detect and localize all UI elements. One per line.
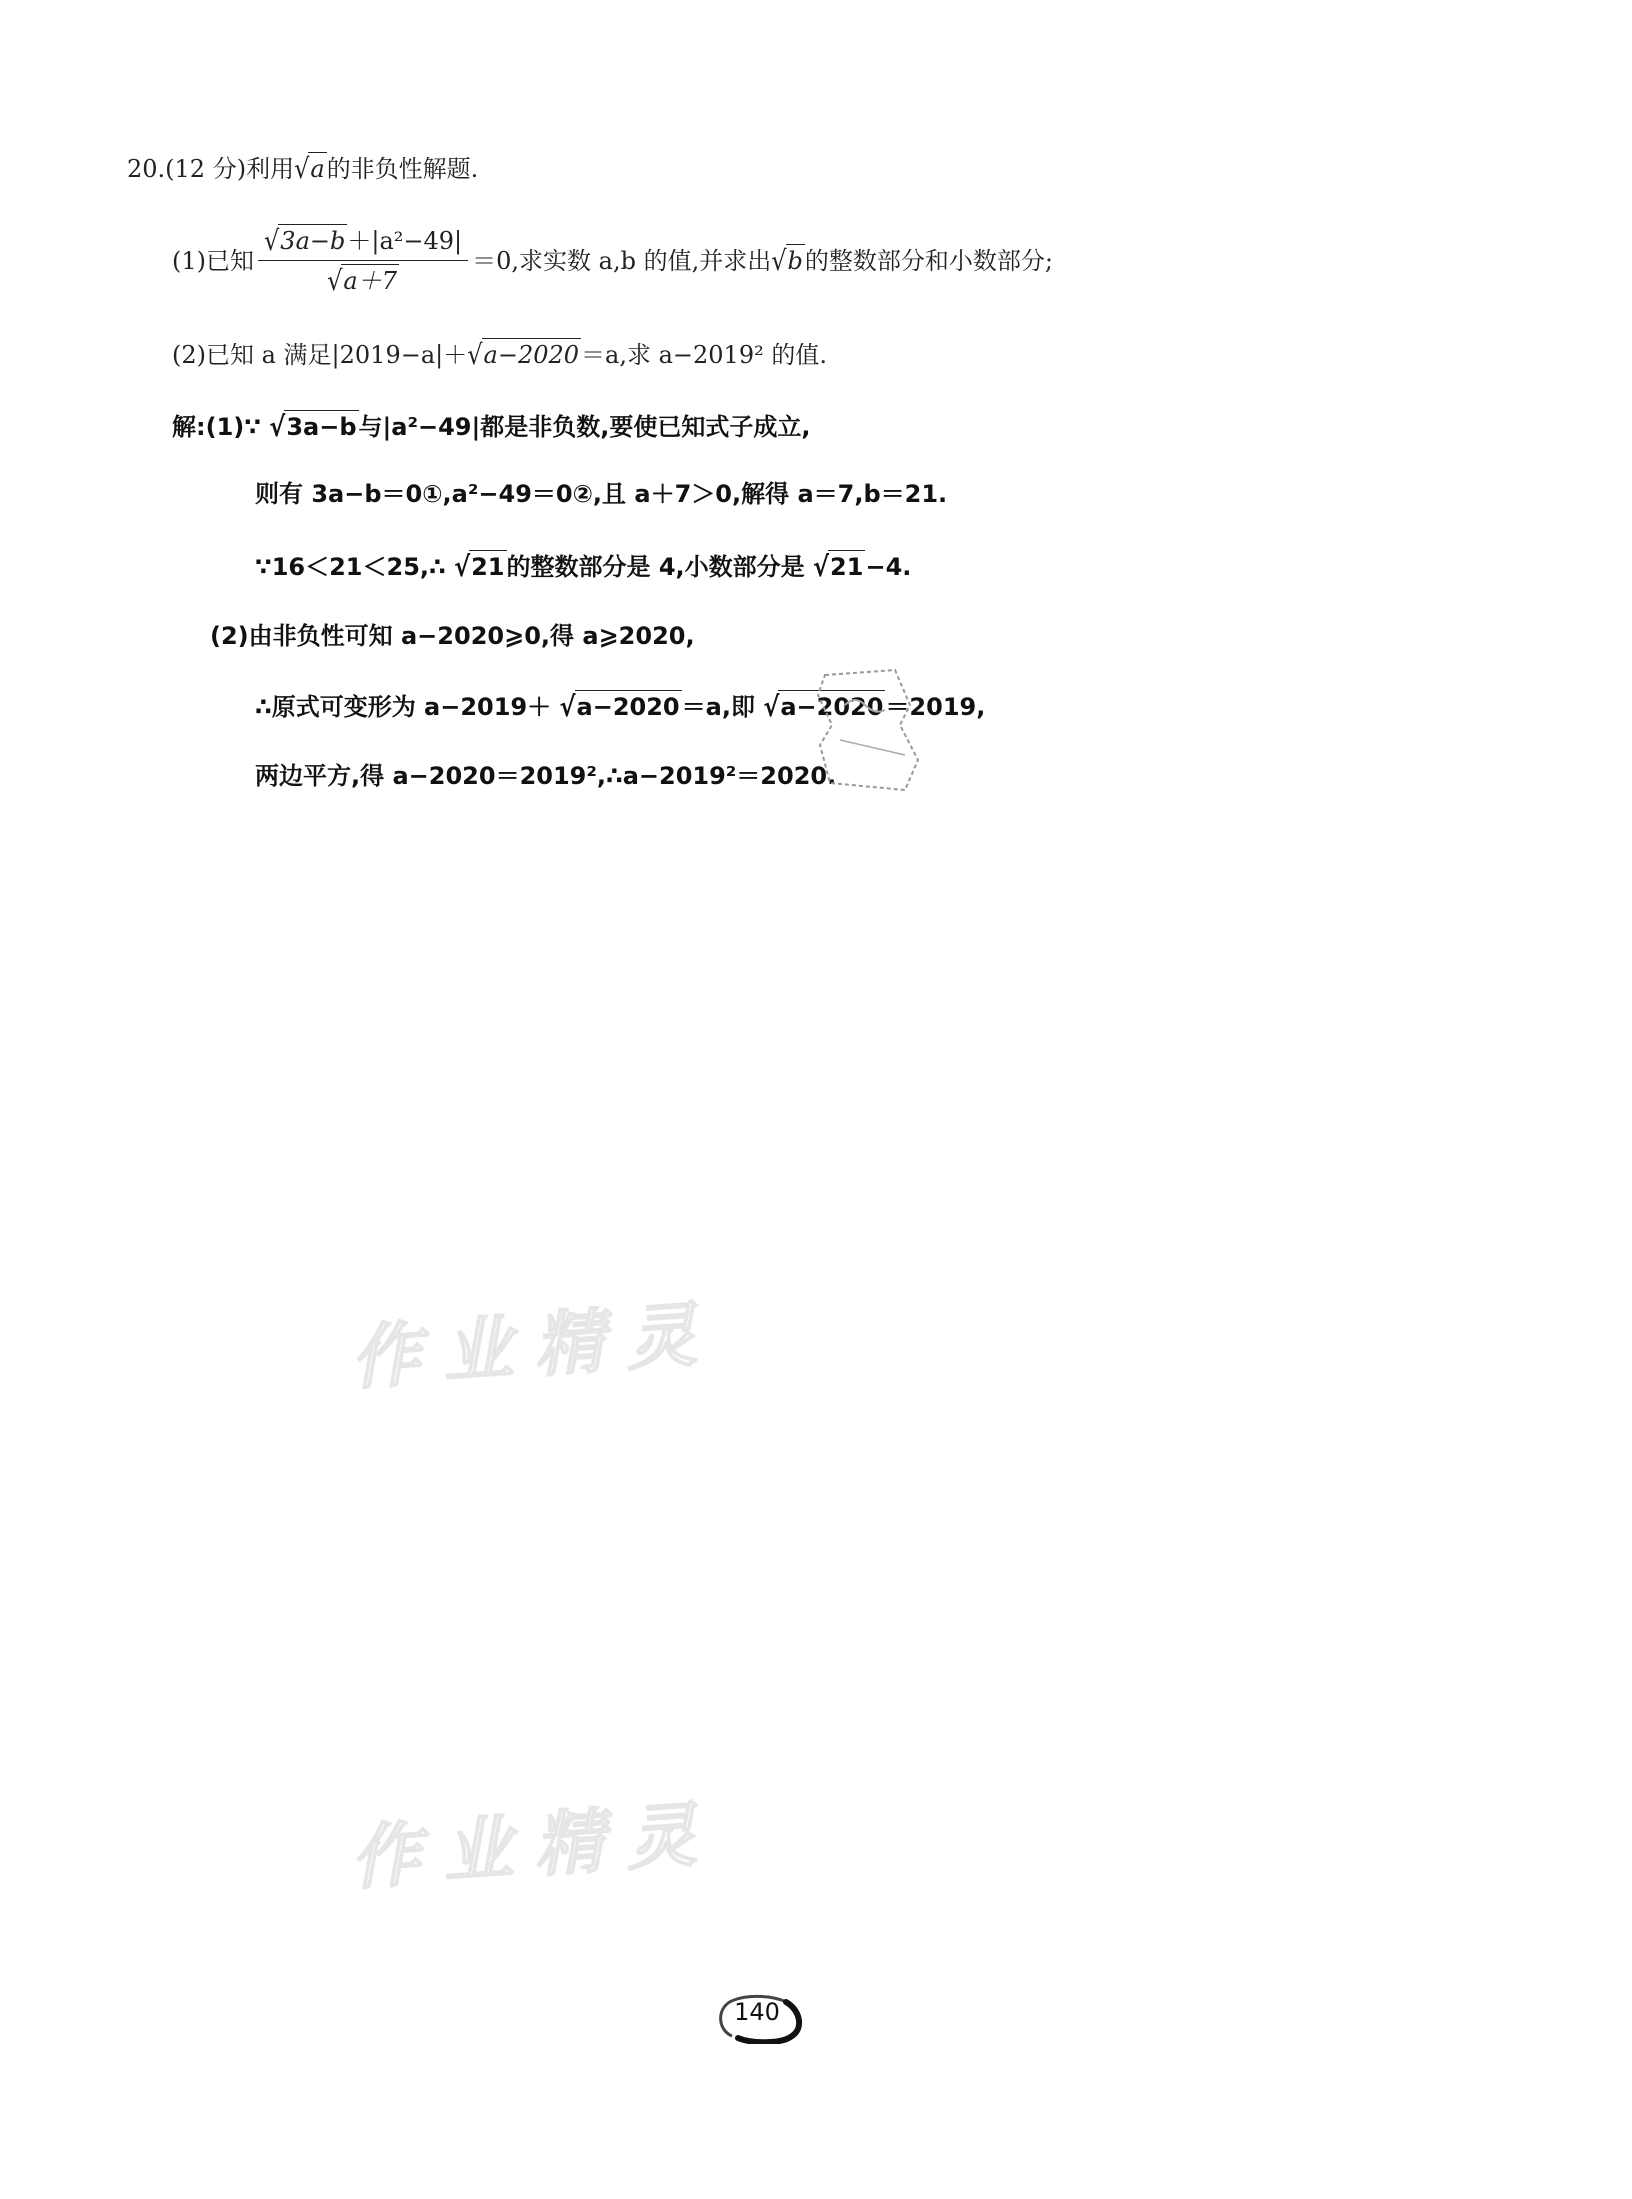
solution-line-5: ∴原式可变形为 a−2019＋ √a−2020＝a,即 √a−2020＝2019, [255,690,986,724]
watermark-1: 作业精灵 [347,1292,721,1400]
solution-line-2: 则有 3a−b＝0①,a²−49＝0②,且 a＋7＞0,解得 a＝7,b＝21. [255,480,948,508]
solution-line-6: 两边平方,得 a−2020＝2019²,∴a−2019²＝2020. [255,762,837,790]
sqrt-b: b [786,244,805,277]
solution-line-3: ∵16＜21＜25,∴ √21的整数部分是 4,小数部分是 √21−4. [255,550,912,584]
fraction-denominator: √a＋7 [327,264,397,298]
part1-fraction [258,224,468,297]
part1-label: (1)已知 [172,246,254,275]
page-number: 140 [734,1998,780,2026]
stamp-icon [810,665,925,795]
part2-label: (2)已知 a 满足|2019−a|＋ [172,341,468,369]
solution-line-4: (2)由非负性可知 a−2020⩾0,得 a⩾2020, [210,622,695,650]
fraction-numerator: √3a−b＋|a²−49| [258,224,468,261]
part2-line: (2)已知 a 满足|2019−a|＋√a−2020＝a,求 a−2019² 的值. [172,338,827,372]
solution-line-1: 解:(1)∵ √3a−b与|a²−49|都是非负数,要使已知式子成立, [172,410,811,444]
watermark-2: 作业精灵 [347,1792,721,1900]
question-score: (12 分) [165,155,247,183]
question-number: 20. [127,155,166,183]
part1-line: (1)已知 $\frac{\text{√3a−b＋|a²−49|}}{√a+7}$ ＝0,求实数 a,b 的值,并求出 √ b 的整数部分和小数部分; [172,224,1053,298]
question-title: 20.(12 分)利用√a的非负性解题. [127,152,479,186]
sqrt-a: a [308,152,326,185]
